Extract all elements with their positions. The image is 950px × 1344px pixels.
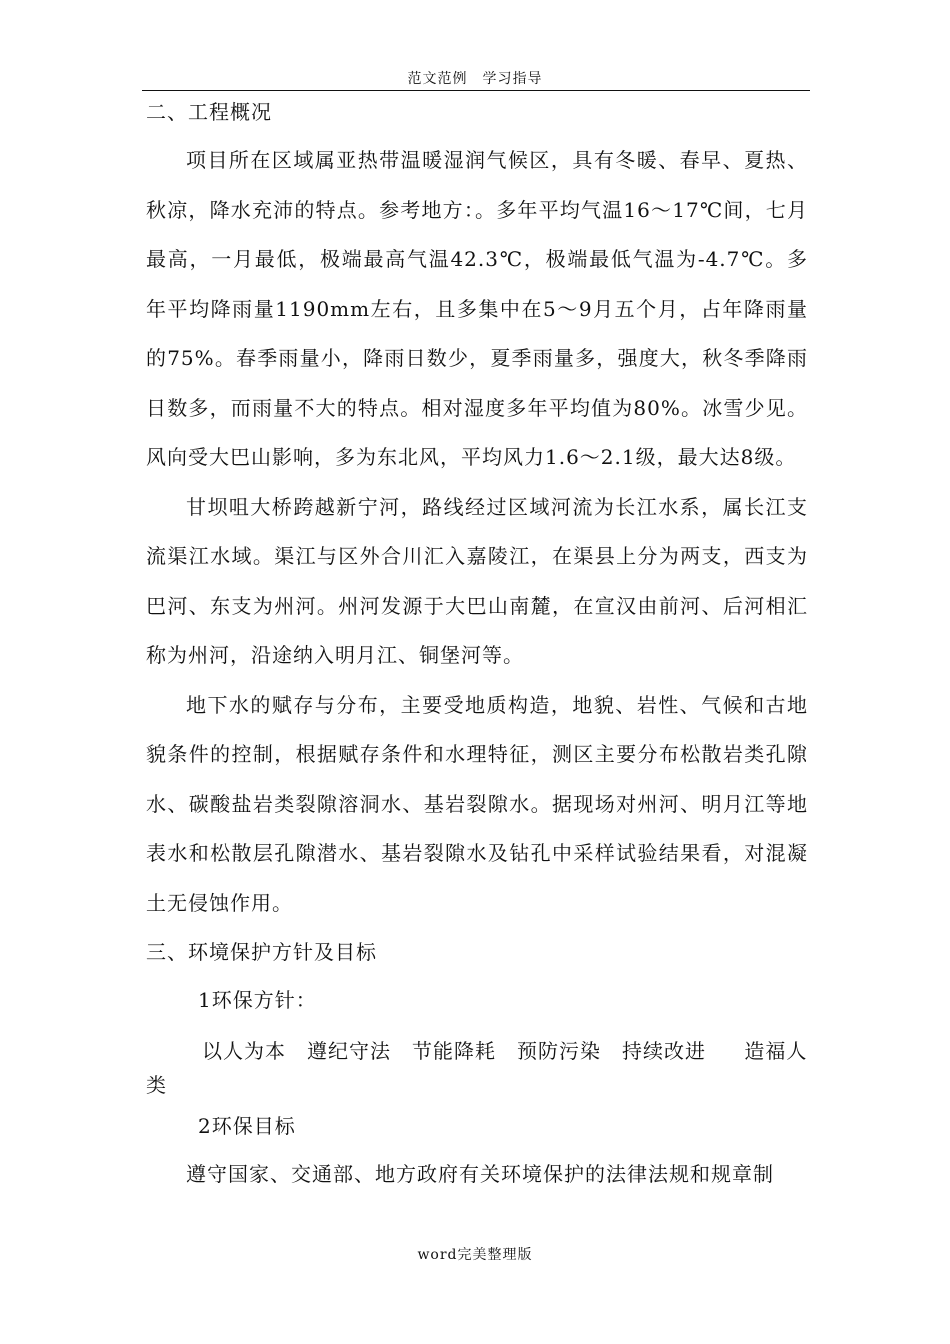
paragraph-rivers: 甘坝咀大桥跨越新宁河，路线经过区域河流为长江水系，属长江支流渠江水域。渠江与区外合川汇入嘉陵江，在渠县上分为两支，西支为巴河、东支为州河。州河发源于大巴山南麓，在宣汉由前河、后河相汇称为州河，沿途纳入明月江、铜堡河等。 (146, 494, 808, 667)
page-footer: word完美整理版 (417, 1247, 533, 1263)
policy-label: 1环保方针： (198, 988, 317, 1012)
document-body (146, 88, 808, 1200)
policy-text: 以人为本 遵纪守法 节能降耗 预防污染 持续改进 造福人类 (146, 1039, 808, 1097)
paragraph-groundwater: 地下水的赋存与分布，主要受地质构造，地貌、岩性、气候和古地貌条件的控制，根据赋存条件和水理特征，测区主要分布松散岩类孔隙水、碳酸盐岩类裂隙溶洞水、基岩裂隙水。据现场对州河、明月江等地表水和松散层孔隙潜水、基岩裂隙水及钻孔中采样试验结果看，对混凝土无侵蚀作用。 (146, 692, 808, 915)
page-header: 范文范例 学习指导 (407, 71, 543, 87)
goal-label: 2环保目标 (198, 1114, 296, 1138)
section-heading-overview: 二、工程概况 (146, 100, 272, 124)
section-heading-environment: 三、环境保护方针及目标 (146, 940, 377, 964)
paragraph-climate: 项目所在区域属亚热带温暖湿润气候区，具有冬暖、春早、夏热、秋凉，降水充沛的特点。参考地方：。多年平均气温16～17℃间，七月最高，一月最低，极端最高气温42.3℃，极端最低气温为-4.7℃。多年平均降雨量1190mm左右，且多集中在5～9月五个月，占年降雨量的75%。春季雨量小，降雨日数少，夏季雨量多，强度大，秋冬季降雨日数多，而雨量不大的特点。相对湿度多年平均值为80%。冰雪少见。风向受大巴山影响，多为东北风，平均风力1.6～2.1级，最大达8级。 (146, 148, 808, 469)
goal-text: 遵守国家、交通部、地方政府有关环境保护的法律法规和规章制 (186, 1162, 774, 1186)
